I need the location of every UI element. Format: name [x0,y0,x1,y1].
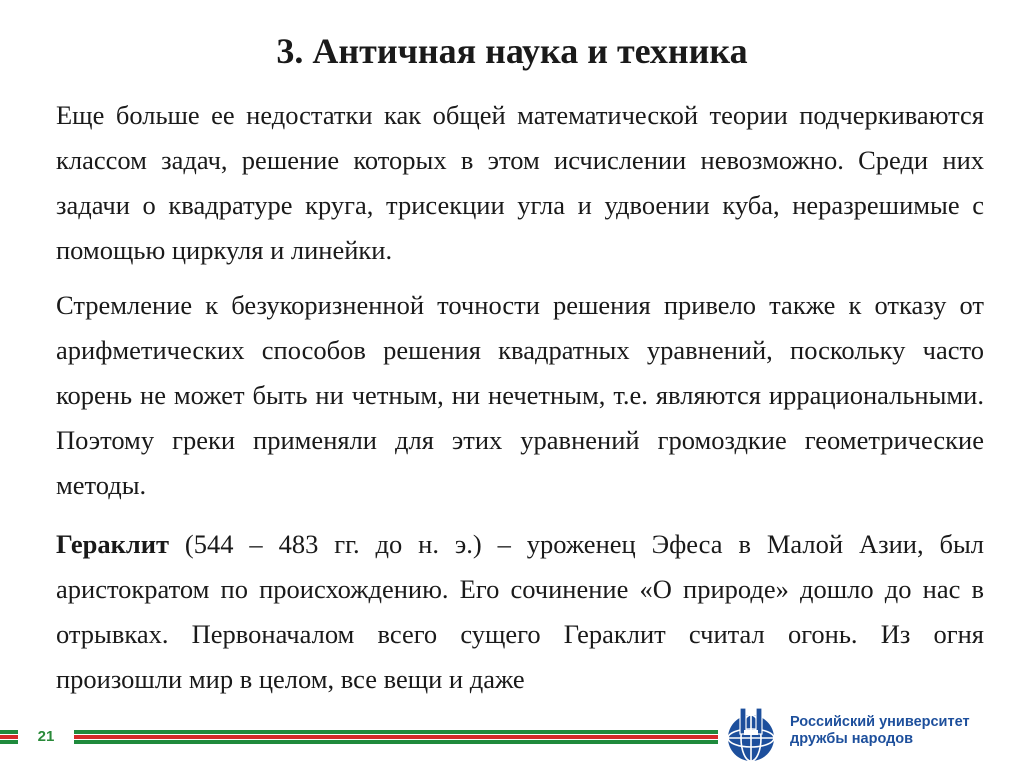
footer-stripe-green-top [0,730,718,734]
footer-stripe-red [0,735,718,739]
paragraph-3 [56,522,984,702]
university-logo [724,706,1014,762]
footer-stripe-green-bottom [0,740,718,744]
slide-title: 3. Античная наука и техника [276,31,748,71]
page-number: 21 [18,726,74,748]
paragraph-2: Стремление к безукоризненной точности решения привело также к отказу от арифметических способов решения квадратных уравнений, поскольку часто корень не может быть ни четным, ни нечетным, т.е. являются иррациональными. Поэтому греки применяли для этих уравнений громоздкие геометрические методы. [56,290,984,500]
university-name-line-2: дружбы народов [790,731,914,747]
university-emblem-icon [724,706,784,764]
paragraph-3-text: (544 – 483 гг. до н. э.) – уроженец Эфеса в Малой Азии, был аристократом по происхождению. Его сочинение «О природе» дошло до нас в отрывках. Первоначалом всего сущего Гераклит считал огонь. Из огня произошли мир в целом, все вещи и даже [56,529,984,694]
paragraph-1: Еще больше ее недостатки как общей математической теории подчеркиваются классом задач, решение которых в этом исчислении невозможно. Среди них задачи о квадратуре круга, трисекции угла и удвоении куба, неразрешимые с помощью циркуля и линейки. [56,100,984,265]
footer-stripes [0,730,718,744]
heraclitus-name: Гераклит [56,529,170,559]
university-name-line-1: Российский университет [790,714,970,730]
university-name [790,714,1010,748]
